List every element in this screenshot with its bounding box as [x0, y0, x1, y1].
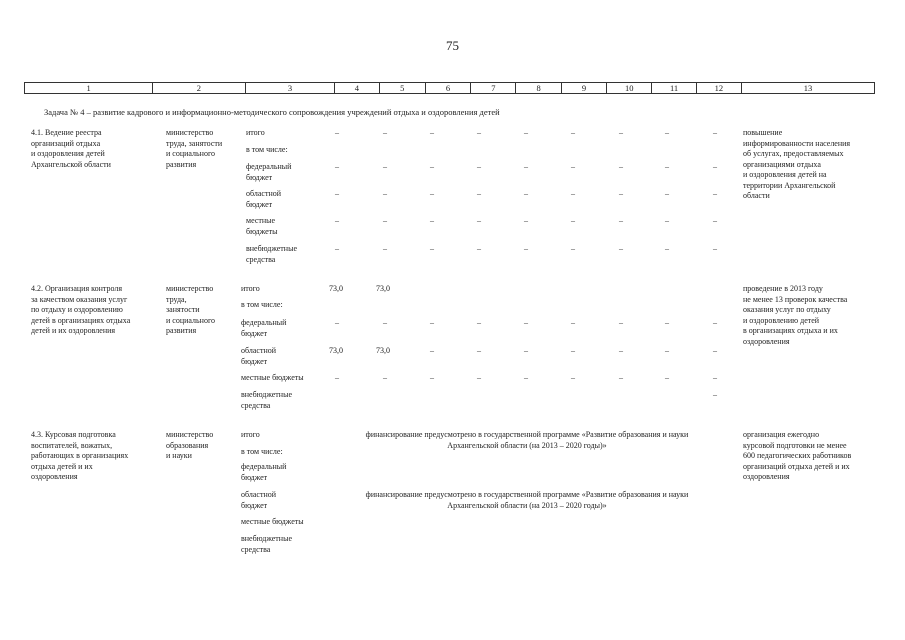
funding-source: итого: [246, 128, 265, 137]
expected-result: оздоровления: [743, 472, 790, 481]
value-cell: 73,0: [329, 284, 343, 293]
dash-cell: –: [430, 216, 434, 225]
dash-cell: –: [619, 216, 623, 225]
dash-cell: –: [430, 189, 434, 198]
dash-cell: –: [430, 128, 434, 137]
funding-source: бюджет: [246, 199, 273, 209]
dash-cell: –: [571, 162, 575, 171]
expected-result: об услугах, предоставляемых: [743, 149, 844, 158]
funding-source: в том числе:: [241, 447, 283, 456]
funding-source: средства: [246, 254, 276, 264]
dash-cell: –: [430, 318, 434, 327]
expected-result: повышение: [743, 128, 783, 137]
dash-cell: –: [571, 128, 575, 137]
executor-name: и социального: [166, 149, 216, 158]
executor-name: министерство: [166, 128, 214, 137]
dash-cell: –: [477, 128, 481, 137]
col-header: 7: [471, 83, 516, 93]
funding-source: областной: [246, 189, 282, 198]
dash-cell: –: [335, 162, 339, 171]
dash-cell: –: [477, 373, 481, 382]
dash-cell: –: [665, 244, 669, 253]
expected-result: территории Архангельской: [743, 180, 836, 190]
dash-cell: –: [477, 162, 481, 171]
dash-cell: –: [477, 318, 481, 327]
dash-cell: –: [713, 346, 717, 355]
col-header: 2: [153, 83, 246, 93]
dash-cell: –: [619, 318, 623, 327]
dash-cell: –: [477, 346, 481, 355]
activity-name: 4.2. Организация контроля: [31, 284, 123, 293]
funding-source: итого: [241, 284, 260, 293]
executor-name: занятости: [166, 305, 200, 314]
expected-result: проведение в 2013 году: [743, 284, 823, 293]
dash-cell: –: [430, 346, 434, 355]
executor-name: и социального: [166, 315, 216, 325]
funding-note: финансирование предусмотрено в государственной программе «Развитие образования и науки: [365, 490, 689, 499]
dash-cell: –: [335, 189, 339, 198]
dash-cell: –: [571, 216, 575, 225]
funding-source: внебюджетные: [241, 534, 292, 543]
funding-source: федеральный: [246, 162, 292, 171]
activity-name: 4.1. Ведение реестра: [31, 128, 102, 137]
activity-name: Архангельской области: [31, 159, 111, 169]
col-header: 4: [335, 83, 379, 93]
funding-source: федеральный: [241, 318, 287, 327]
funding-source: в том числе:: [246, 145, 288, 154]
activity-name: оздоровления: [31, 472, 78, 481]
dash-cell: –: [335, 318, 339, 327]
dash-cell: –: [619, 128, 623, 137]
dash-cell: –: [571, 244, 575, 253]
dash-cell: –: [477, 244, 481, 253]
expected-result: оказания услуг по отдыху: [743, 305, 831, 314]
funding-source: бюджет: [241, 328, 268, 338]
funding-source: бюджет: [241, 500, 268, 510]
dash-cell: –: [619, 346, 623, 355]
executor-name: труда,: [166, 294, 187, 304]
funding-source: итого: [241, 430, 260, 439]
funding-source: внебюджетные: [246, 244, 297, 253]
dash-cell: –: [524, 244, 528, 253]
dash-cell: –: [477, 216, 481, 225]
activity-name: и оздоровления детей: [31, 149, 105, 158]
dash-cell: –: [524, 373, 528, 382]
dash-cell: –: [713, 216, 717, 225]
dash-cell: –: [665, 373, 669, 382]
funding-note: финансирование предусмотрено в государственной программе «Развитие образования и науки: [365, 430, 689, 439]
dash-cell: –: [335, 373, 339, 382]
dash-cell: –: [571, 373, 575, 382]
expected-result: в организациях отдыха и их: [743, 326, 838, 335]
col-header: 5: [380, 83, 426, 93]
executor-name: труда, занятости: [166, 138, 223, 148]
activity-name: отдыха детей и их: [31, 461, 93, 471]
dash-cell: –: [524, 216, 528, 225]
dash-cell: –: [524, 318, 528, 327]
dash-cell: –: [524, 128, 528, 137]
dash-cell: –: [571, 346, 575, 355]
col-header: 12: [697, 83, 742, 93]
activity-name: детей в организациях отдыха: [31, 315, 131, 325]
dash-cell: –: [665, 162, 669, 171]
funding-source: областной: [241, 346, 277, 355]
page-number: 75: [446, 38, 459, 53]
funding-note: Архангельской области (на 2013 – 2020 годы)»: [447, 440, 607, 450]
funding-note: Архангельской области (на 2013 – 2020 годы)»: [447, 500, 607, 510]
funding-source: местные бюджеты: [241, 373, 304, 382]
expected-result: организаций отдыха детей и их: [743, 461, 850, 471]
funding-source: в том числе:: [241, 300, 283, 309]
dash-cell: –: [665, 346, 669, 355]
funding-source: местные: [246, 216, 276, 225]
expected-result: области: [743, 191, 770, 200]
col-header: 9: [562, 83, 607, 93]
dash-cell: –: [713, 390, 717, 399]
dash-cell: –: [713, 373, 717, 382]
funding-source: бюджет: [241, 472, 268, 482]
dash-cell: –: [430, 162, 434, 171]
activity-name: по отдыху и оздоровлению: [31, 305, 123, 314]
value-cell: 73,0: [376, 284, 390, 293]
dash-cell: –: [713, 244, 717, 253]
col-header: 1: [25, 83, 153, 93]
value-cell: 73,0: [376, 346, 390, 355]
funding-source: бюджеты: [246, 226, 278, 236]
funding-source: бюджет: [246, 172, 273, 182]
expected-result: организация ежегодно: [743, 430, 820, 439]
executor-name: образования: [166, 440, 209, 450]
col-header: 10: [607, 83, 652, 93]
dash-cell: –: [665, 318, 669, 327]
dash-cell: –: [335, 244, 339, 253]
funding-source: бюджет: [241, 356, 268, 366]
dash-cell: –: [619, 373, 623, 382]
expected-result: информированности населения: [743, 138, 851, 148]
dash-cell: –: [430, 373, 434, 382]
activity-name: 4.3. Курсовая подготовка: [31, 430, 116, 439]
dash-cell: –: [430, 244, 434, 253]
dash-cell: –: [524, 346, 528, 355]
dash-cell: –: [713, 128, 717, 137]
expected-result: курсовой подготовки не менее: [743, 440, 847, 450]
dash-cell: –: [383, 373, 387, 382]
expected-result: и оздоровлению детей: [743, 315, 820, 325]
value-cell: 73,0: [329, 346, 343, 355]
col-header: 3: [246, 83, 336, 93]
col-header: 13: [803, 83, 813, 93]
col-header: 8: [516, 83, 561, 93]
dash-cell: –: [571, 189, 575, 198]
executor-name: развития: [166, 159, 197, 169]
dash-cell: –: [383, 318, 387, 327]
col-header: 11: [652, 83, 696, 93]
funding-source: средства: [241, 400, 271, 410]
dash-cell: –: [665, 128, 669, 137]
activity-name: организаций отдыха: [31, 138, 101, 148]
activity-name: воспитателей, вожатых,: [31, 440, 113, 450]
col-header: 6: [426, 83, 471, 93]
dash-cell: –: [619, 189, 623, 198]
dash-cell: –: [713, 189, 717, 198]
dash-cell: –: [335, 128, 339, 137]
dash-cell: –: [477, 189, 481, 198]
funding-source: внебюджетные: [241, 390, 292, 399]
dash-cell: –: [524, 189, 528, 198]
executor-name: и науки: [166, 451, 192, 460]
dash-cell: –: [571, 318, 575, 327]
activity-name: детей и их оздоровления: [31, 326, 116, 335]
task-title: Задача № 4 – развитие кадрового и информационно-методического сопровождения учреждений отдыха и оздоровления детей: [44, 107, 500, 117]
dash-cell: –: [665, 189, 669, 198]
executor-name: министерство: [166, 430, 214, 439]
dash-cell: –: [383, 189, 387, 198]
funding-source: федеральный: [241, 462, 287, 471]
funding-source: местные бюджеты: [241, 517, 304, 526]
dash-cell: –: [383, 244, 387, 253]
dash-cell: –: [619, 162, 623, 171]
table-header: [24, 82, 875, 94]
expected-result: организациями отдыха: [743, 159, 821, 169]
dash-cell: –: [335, 216, 339, 225]
funding-source: областной: [241, 490, 277, 499]
executor-name: министерство: [166, 284, 214, 293]
expected-result: 600 педагогических работников: [743, 451, 852, 460]
expected-result: и оздоровления детей на: [743, 170, 827, 179]
dash-cell: –: [619, 244, 623, 253]
dash-cell: –: [713, 318, 717, 327]
expected-result: оздоровления: [743, 336, 790, 346]
activity-name: за качеством оказания услуг: [31, 294, 128, 304]
executor-name: развития: [166, 326, 197, 335]
activity-name: работающих в организациях: [31, 451, 129, 460]
dash-cell: –: [524, 162, 528, 171]
dash-cell: –: [665, 216, 669, 225]
dash-cell: –: [383, 216, 387, 225]
expected-result: не менее 13 проверок качества: [743, 294, 848, 304]
funding-source: средства: [241, 544, 271, 554]
dash-cell: –: [383, 162, 387, 171]
dash-cell: –: [383, 128, 387, 137]
dash-cell: –: [713, 162, 717, 171]
